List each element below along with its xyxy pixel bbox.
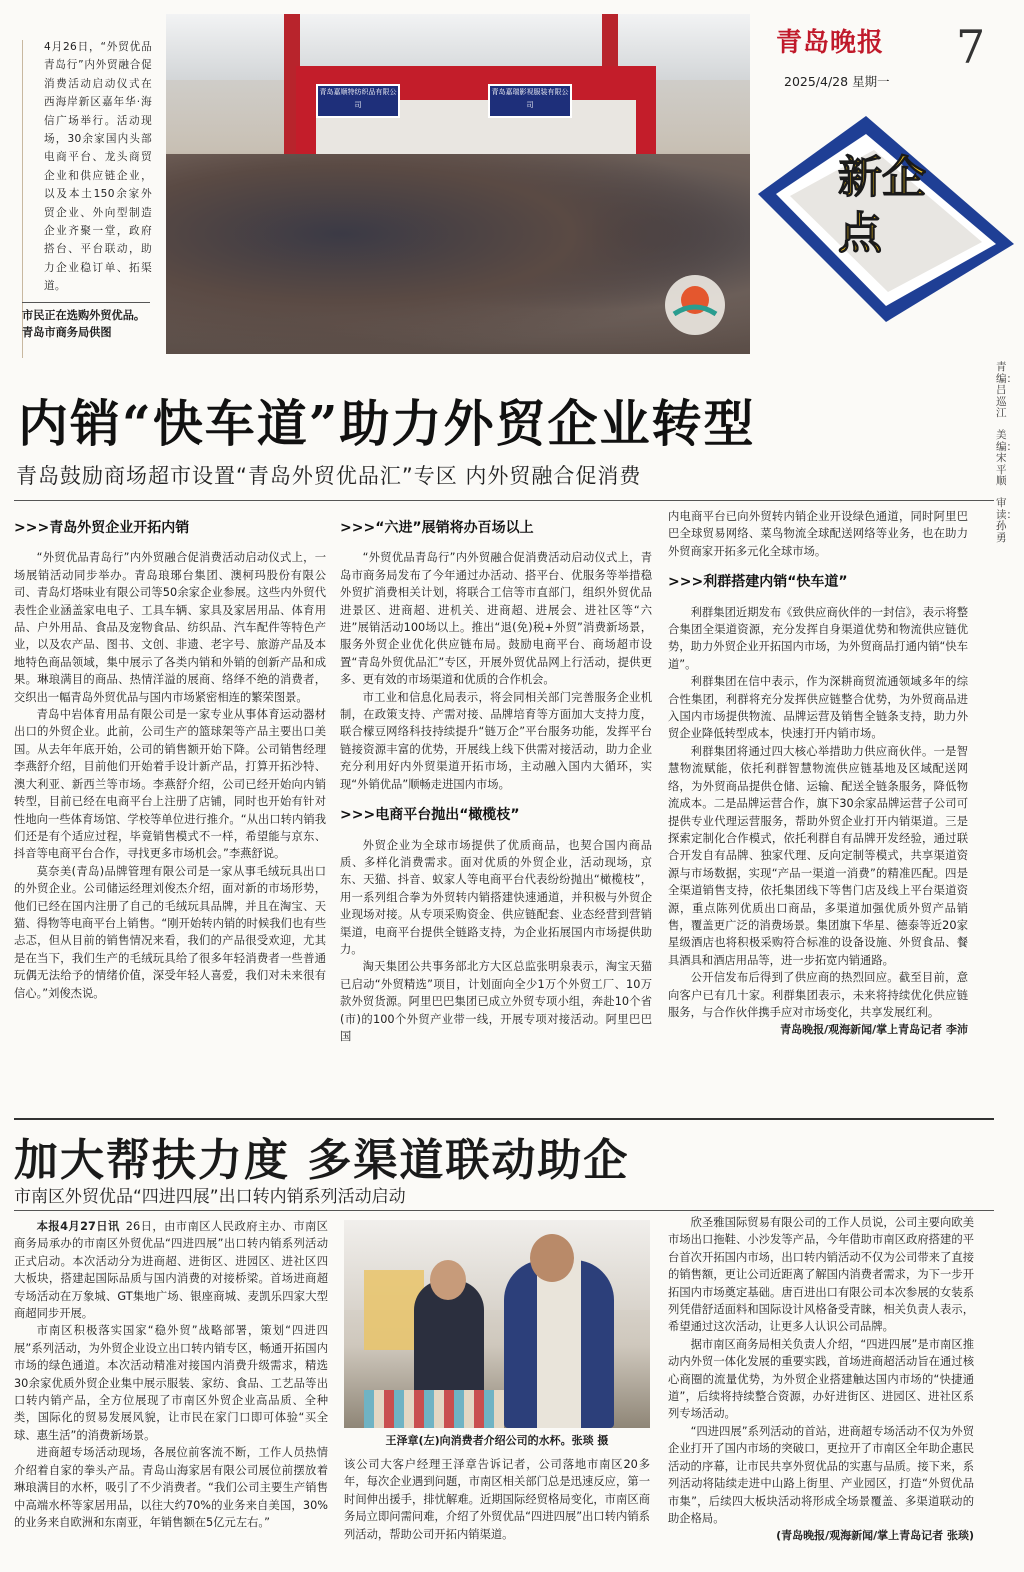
paragraph: “外贸优品青岛行”内外贸融合促消费活动启动仪式上，青岛市商务局发布了今年通过办活动、搭平台、优服务等举措稳外贸扩消费相关计划，将联合工信等市直部门，组织外贸优品进景区、进商超、进机关、进商超、进展会、进社区等“六进”展销活动100场以上。推出“退(免)税+外贸”消费新场景，服务外贸企业优化供应链布局。鼓励电商平台、商场超市设置“青岛外贸优品汇”专区，开展外贸优品网上行活动，提供更多、更有效的市场渠道和优质的合作机会。 [340,551,652,687]
dateline: 本报4月27日讯 [36,1220,120,1233]
paragraph: 内电商平台已向外贸转内销企业开设绿色通道，同时阿里巴巴全球贸易网络、菜鸟物流全球配送网络等业务，也在助力外贸商家开拓多元化全球市场。 [668,510,968,558]
paragraph: 淘天集团公共事务部北方大区总监张明泉表示，淘宝天猫已启动“外贸精选”项目，计划面向全少1万个外贸工厂、10万款外贸货源。阿里巴巴集团已成立外贸专项小组，奔赴10个省(市)的100个外贸产业带一线，开展专项对接活动。阿里巴巴国 [340,960,652,1043]
photo-intro-text: 4月26日，“外贸优品青岛行”内外贸融合促消费活动启动仪式在西海岸新区嘉年华·海信广场举行。活动现场，30余家国内头部电商平台、龙头商贸企业和供应链企业，以及本土150余家外贸企业、外向型制造企业齐聚一堂，政府搭台、平台联动，助力企业稳订单、拓渠道。 [44,41,152,293]
paragraph: 据市南区商务局相关负责人介绍，“四进四展”是市南区推动内外贸一体化发展的重要实践，首场进商超活动旨在通过核心商圈的流量优势，为外贸企业搭建触达国内市场的“快捷通道”，后续将持续整合资源，办好进街区、进园区、进社区系列专场活动。 [668,1337,974,1421]
byline: (青岛晚报/观海新闻/掌上青岛记者 张琰) [776,1529,974,1543]
paragraph: “四进四展”系列活动的首站，进商超专场活动不仅为外贸企业打开了国内市场的突破口，更拉开了市南区全年助企惠民活动的序幕，让市民共享外贸优品的实惠与品质。接下来，系列活动将陆续走进中山路上街里、产业园区，打造“外贸优品市集”，后续四大板块活动将形成全场景覆盖、多渠道联动的助企格局。 [668,1424,974,1525]
paragraph: 市南区积极落实国家“稳外贸”战略部署，策划“四进四展”系列活动，为外贸企业设立出口转内销专区，畅通开拓国内市场的绿色通道。本次活动精准对接国内消费升级需求，精选30余家优质外贸企业集中展示服装、家纺、食品、工艺品等出口转内销产品，全方位展现了市南区外贸企业高品质、全种类，国际化的贸易发展风貌，让市民在家门口即可体验“买全球、惠生活”的消费新场景。 [14,1324,328,1442]
article1-column-2 [340,520,652,1045]
photo-person-right [504,1260,614,1428]
lead-text: 26日，由市南区人民政府主办、市南区商务局承办的市南区外贸优品“四进四展”出口转内销系列活动正式启动。本次活动分为进商超、进街区、进园区、进社区四大板块，搭建起国际品质与国内消费的对接桥梁。首场进商超专场活动在万象城、GT集地广场、银座商城、麦凯乐四家大型商超同步开展。 [14,1220,328,1321]
paragraph: 青岛中岩体育用品有限公司是一家专业从事体育运动器材出口的外贸企业。此前，公司生产的篮球架等产品主要出口美国。从去年年底开始，公司的销售额开始下降。公司销售经理李燕舒介绍，目前他们开始着手设计新产品，打算开拓沙特、澳大利亚、新西兰等市场。李燕舒介绍，公司已经开始向内销转型，目前已经在电商平台上注册了店铺，同时也开始有针对性地向一些体育场馆、学校等单位进行推介。“从出口转内销我们还是有个适应过程，毕竟销售模式不一样，希望能与京东、抖音等电商平台合作，寻找更多市场机会。”李燕舒说。 [14,708,326,861]
article2-column-3 [668,1214,974,1545]
photo-face-right [530,1234,574,1282]
lead-paragraph [14,1218,328,1322]
photo-caption: 市民正在选购外贸优品。青岛市商务局供图 [22,302,150,341]
headline-2: 加大帮扶力度 多渠道联动助企 [14,1135,630,1186]
subheadline-2: 市南区外贸优品“四进四展”出口转内销系列活动启动 [14,1187,406,1207]
masthead-title: 青岛晚报 [776,28,885,58]
page-number: 7 [956,20,986,74]
section-heading: >>>利群搭建内销“快车道” [668,574,848,591]
article2-column-2 [344,1456,650,1543]
paragraph: 公开信发布后得到了供应商的热烈回应。截至目前，意向客户已有几十家。利群集团表示，未来将持续优化供应链服务，与合作伙伴携手应对市场变化，共享发展红利。 [668,971,968,1019]
section-badge-text: 新企点 [838,152,926,259]
editor-credit: 审读：孙勇 [996,496,1017,544]
paragraph: 欣圣雅国际贸易有限公司的工作人员说，公司主要向欧美市场出口拖鞋、小沙发等产品，今年借助市南区政府搭建的平台首次开拓国内市场，出口转内销活动不仅为公司带来了直接的销售额，更让公司近距离了解国内消费者需求，为下一步开拓国内市场奠定基础。唐百进出口有限公司本次参展的女装系列凭借舒适面料和国际设计风格备受青睐，相关负责人表示，希望通过这次活动，让更多人认识公司品牌。 [668,1216,974,1334]
subheadline-1: 青岛鼓励商场超市设置“青岛外贸优品汇”专区 内外贸融合促消费 [16,464,642,488]
section-heading: >>>“六进”展销将办百场以上 [340,520,534,536]
article1-column-3 [668,508,968,1039]
booth-sign: 青岛嘉瑞影视服装有限公司 [488,84,572,118]
section-heading: >>>青岛外贸企业开拓内销 [14,520,190,536]
editor-credit: 青编：吕巡江 [996,361,1017,420]
section-heading: >>>电商平台抛出“橄榄枝” [340,807,520,824]
paragraph: 利群集团将通过四大核心举措助力供应商伙伴。一是智慧物流赋能，依托利群智慧物流供应链基地及区域配送网络，为外贸商品提供仓储、运输、配送全链条服务，降低物流成本。二是品牌运营合作，旗下30余家品牌运营子公司可提供专业代理运营服务，帮助外贸企业打开内销渠道。三是探索定制化合作模式，依托利群自有品牌开发经验，通过联合开发自有品牌、独家代理、反向定制等模式，共享渠道资源与市场数据，实现“产品一渠道一消费”的精准匹配。四是全渠道销售支持，依托集团线下等售门店及线上平台渠道资源，重点陈列优质出口商品，多渠道加强优质外贸产品销售，覆盖更广泛的消费场景。集团旗下华星、德泰等近20家星级酒店也将积极采购符合标准的设备设施、外贸食品、餐具酒具和酒店用品等，进一步拓宽内销通路。 [668,744,968,967]
product-photo [344,1220,650,1428]
photo-products [364,1390,504,1428]
photo-caption-2: 王泽章(左)向消费者介绍公司的水杯。张琰 摄 [385,1434,609,1447]
editor-credit: 美编：宋平顺 [996,428,1017,488]
issue-date: 2025/4/28 星期一 [784,74,890,89]
headline-1: 内销“快车道”助力外贸企业转型 [18,394,756,453]
divider [14,500,994,501]
paragraph: 莫奈美(青岛)品牌管理有限公司是一家从事毛绒玩具出口的外贸企业。公司储运经理刘俊杰介绍，面对新的市场形势，他们已经在国内注册了自己的毛绒玩具品牌，并且在淘宝、天猫、得物等电商平台上销售。“刚开始转内销的时候我们也有些忐忑，但从目前的销售情况来看，我们的产品很受欢迎，尤其是在当下，我们生产的毛绒玩具给了很多年轻消费者一些普通玩偶无法给予的情绪价值，深受年轻人喜爱，我们对未来很有信心。”刘俊杰说。 [14,864,326,1000]
photo-face-left [430,1260,466,1300]
section-divider [14,1118,994,1120]
event-photo [166,14,750,354]
paragraph: 该公司大客户经理王泽章告诉记者，公司落地市南区20多年，每次企业遇到问题，市南区相关部门总是迅速反应，第一时间伸出援手，排忧解难。近期国际经贸格局变化，市南区商务局立即问需问难，介绍了外贸优品“四进四展”出口转内销系列活动，帮助公司开拓内销渠道。 [344,1458,650,1541]
paragraph: 利群集团近期发布《致供应商伙伴的一封信》，表示将整合集团全渠道资源，充分发挥自身渠道优势和物流供应链优势，助力外贸企业开拓国内市场，为外贸商品打通内销“快车道”。 [668,605,968,671]
article2-column-1 [14,1218,328,1531]
divider [14,1210,994,1211]
paragraph: 进商超专场活动现场，各展位前客流不断，工作人员热情介绍着自家的拳头产品。青岛山海家居有限公司展位前摆放着琳琅满目的水杯，吸引了不少消费者。“我们公司主要生产销售中高端水杯等家居用品，以往大约70%的业务来自美国，30%的业务来自欧洲和东南亚，年销售额在5亿元左右。” [14,1446,328,1529]
byline: 青岛晚报/观海新闻/掌上青岛记者 李沛 [780,1023,968,1037]
article1-column-1 [14,520,326,1002]
booth-sign: 青岛嘉顺特纺织品有限公司 [316,84,400,118]
editor-credits [996,361,1017,544]
paragraph: “外贸优品青岛行”内外贸融合促消费活动启动仪式上，一场展销活动同步举办。青岛琅琊台集团、澳柯玛股份有限公司、青岛灯塔味业有限公司等50余家企业参展。这些内外贸代表性企业涵盖家电电子、工具车辆、家具及家居用品、体育用品、户外用品、食品及宠物食品、纺织品、汽车配件等特色产业，以及农产品、图书、文创、非遗、老字号、旅游产品及本地特色商品领域，集中展示了各类内销和外销的创新产品和成果。琳琅满目的商品、热情洋溢的展商、络绎不绝的消费者，交织出一幅青岛外贸优品与国内市场紧密相连的繁荣图景。 [14,551,326,704]
paragraph: 外贸企业为全球市场提供了优质商品，也契合国内商品质、多样化消费需求。面对优质的外贸企业，活动现场，京东、天猫、抖音、蚁家人等电商平台代表纷纷抛出“橄榄枝”，用一系列组合拳为外贸转内销搭建快速通道，并积极与外贸企业现场对接。从专项采购资金、供应链配套、业态经营到营销渠道，电商平台提供全链路支持，为企业拓展国内市场提供助力。 [340,838,652,956]
paragraph: 市工业和信息化局表示，将会同相关部门完善服务企业机制，在政策支持、产需对接、品牌培育等方面加大支持力度，联合檬豆网络科技持续提升“链万企”平台服务功能，发挥平台链接资源丰富的优势，开展线上线下供需对接活动，助力企业充分利用好内外贸渠道开拓市场，主动融入国内大循环，实现“外销优品”顺畅走进国内市场。 [340,690,652,791]
paragraph: 利群集团在信中表示，作为深耕商贸流通领域多年的综合性集团，利群将充分发挥供应链整合优势，为外贸商品进入国内市场提供物流、品牌运营及销售全链条支持，助力外贸企业降低转型成本，快速打开内销市场。 [668,675,968,741]
event-logo-icon [660,270,730,340]
